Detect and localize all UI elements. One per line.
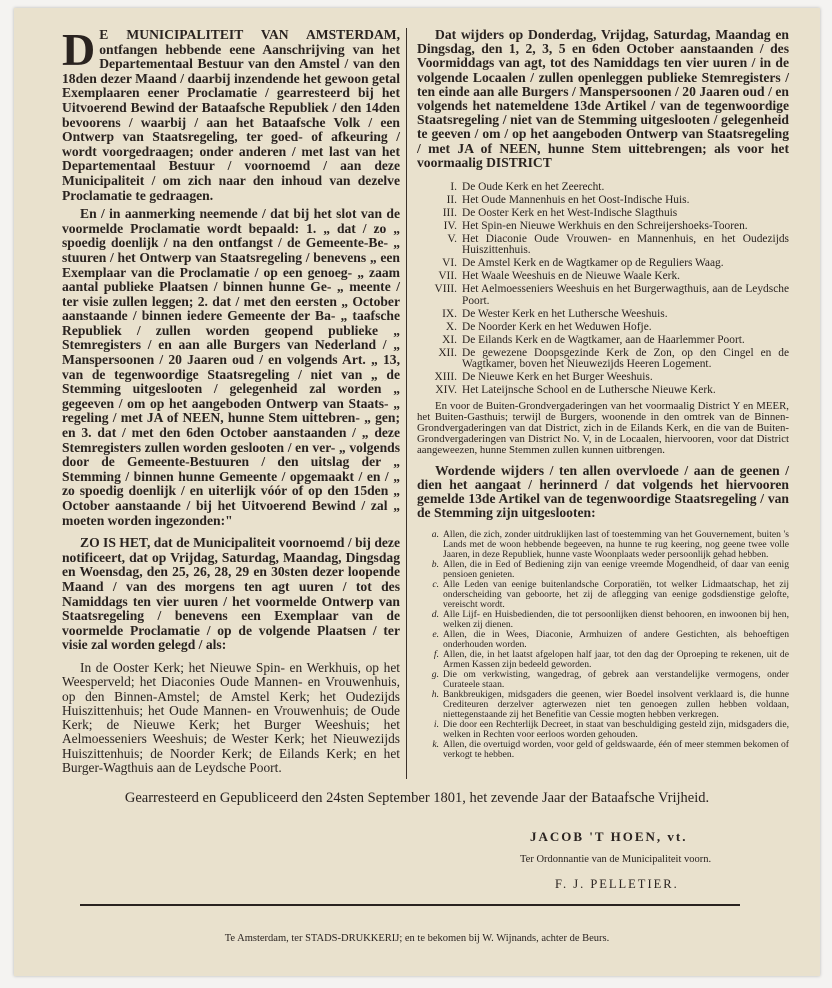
exclusion-item	[417, 670, 789, 690]
exclusion-item	[417, 690, 789, 720]
exclusion-text: Die door een Rechterlijk Decreet, in staat van beschuldiging gesteld zijn, midsgaders die, welken in Rechten voor eerloos worden gehouden.	[443, 719, 789, 741]
district-item	[417, 195, 789, 206]
exclusion-item	[417, 580, 789, 610]
signer-1: JACOB 'T HOEN, vt.	[530, 829, 688, 845]
district-location: De gewezene Doopsgezinde Kerk de Zon, op den Cingel en de Wagtkamer, boven het Nieuwezijds Heeren Logement.	[462, 346, 789, 371]
district-item	[417, 258, 789, 269]
exclusion-letter: k.	[432, 739, 439, 751]
district-item	[417, 271, 789, 282]
district-number: XIV.	[435, 384, 457, 397]
district-location: Het Spin-en Nieuwe Werkhuis en den Schreijershoeks-Tooren.	[462, 220, 748, 233]
exclusion-text: Die om verkwisting, wangedrag, of gebrek aan verstandelijke vermogens, onder Curateele staan.	[443, 669, 789, 691]
voting-paragraph: Dat wijders op Donderdag, Vrijdag, Saturdag, Maandag en Dingsdag, den 1, 2, 3, 5 en 6den October aanstaanden / des Voormiddags van agt, tot des Namiddags ten vier uuren / in de volgende Locaalen / zullen openleggen publieke Stemregisters / ten einde aan alle Burgers / Manspersoonen / 20 Jaaren oud / en volgends het natemeldene 13de Artikel / van de tegenwoordige Staatsregeling / niet van de Stemming uitgeslooten / gelegenheid te geeven / om / op het aangeboden Ontwerp van Staatsregeling / met JA of NEEN, hunne Stem uittebrengen; als voor het voormaalig DISTRICT	[417, 27, 789, 170]
exclusion-letter: h.	[431, 689, 439, 701]
exclusion-list	[417, 530, 789, 760]
exclusion-text: Allen, die in Eed of Bediening zijn van eenige vreemde Mogendheid, of daar van eenig pensioen genieten.	[443, 559, 789, 581]
notification-paragraph: ZO IS HET, dat de Municipaliteit voornoemd / bij deze notificeert, dat op Vrijdag, Saturdag, Maandag, Dingsdag en Woensdag, den 25, 26, 28, 29 en 30sten dezer loopende Maand / van des morgens ten agt uuren / tot des Namiddags ten vier uuren / het voormelde Ontwerp van Staatsregeling / benevens een Exemplaar van de voormelde Proclamatie / op de volgende Plaatsen / ter visie zal worden gelegd / als:	[62, 535, 400, 653]
district-number: VIII.	[434, 283, 457, 296]
exclusion-letter: b.	[431, 559, 439, 571]
exclusion-text: Allen, die in Wees, Diaconie, Armhuizen of andere Gestichten, als behoeftigen onderhouden worden.	[443, 629, 789, 651]
district-location: Het Waale Weeshuis en de Nieuwe Waale Kerk.	[462, 270, 681, 283]
exclusion-letter: g.	[431, 669, 439, 681]
district-location: Het Diaconie Oude Vrouwen- en Mannenhuis, en het Oudezijds Huiszittenhuis.	[462, 233, 789, 257]
intro-paragraph	[62, 24, 400, 203]
district-location: Het Oude Mannenhuis en het Oost-Indische Huis.	[462, 194, 690, 207]
exclusion-item	[417, 720, 789, 740]
exclusion-item	[417, 530, 789, 560]
exclusion-letter: a.	[431, 529, 439, 541]
exclusion-item	[417, 740, 789, 760]
exclusion-item	[417, 610, 789, 630]
district-number: IX.	[442, 307, 457, 320]
exclusion-letter: d.	[431, 609, 439, 621]
district-location: De Noorder Kerk en het Weduwen Hofje.	[462, 320, 652, 333]
footer-rule	[80, 904, 740, 906]
right-column	[417, 28, 789, 760]
exclusion-text: Allen, die zich, zonder uitdruklijken last of toestemming van het Gouvernement, buiten 's Lands met de woon hebbende begeeven, na hunne te rug keering, nog geene twee volle Jaaren, in deze Republiek, hunne vaste Woonplaats weder persoonlijk gehad hebben.	[443, 529, 789, 561]
exclusion-text: Allen, die overtuigd worden, voor geld of geldswaarde, één of meer stemmen bekomen of verkogt te hebben.	[443, 739, 789, 761]
exclusion-letter: c.	[432, 579, 439, 591]
district-list	[417, 182, 789, 397]
district-item	[417, 284, 789, 307]
exclusion-item	[417, 630, 789, 650]
district-location: De Eilands Kerk en de Wagtkamer, aan de Haarlemmer Poort.	[462, 333, 745, 346]
district-number: XIII.	[434, 371, 457, 384]
district-location: Het Lateijnsche School en de Luthersche Nieuwe Kerk.	[462, 384, 716, 397]
district-number: XII.	[438, 346, 457, 359]
district-number: I.	[450, 181, 457, 194]
district-item	[417, 221, 789, 232]
exclusion-letter: i.	[433, 719, 439, 731]
district-location: De Wester Kerk en het Luthersche Weeshuis.	[462, 307, 668, 320]
district-location: De Nieuwe Kerk en het Burger Weeshuis.	[462, 371, 653, 384]
district-item	[417, 385, 789, 396]
exclusion-letter: e.	[432, 629, 439, 641]
exclusion-text: Alle Leden van eenige buitenlandsche Corporatiën, tot welker Lidmaatschap, het zij onderscheiding van geboorte, het zij de aflegging van eenige godsdienstige gelofte, vereischt wordt.	[443, 579, 789, 611]
left-column	[62, 24, 407, 779]
intro-text: E MUNICIPALITEIT VAN AMSTERDAM, ontfangen hebbende eene Aanschrijving van het Departementaal Bestuur van den Amstel / van den 18den dezer Maand / daarbij inzendende het gewoon getal Exemplaaren eener Proclamatie / gearresteerd bij het Uitvoerend Bewind der Bataafsche Republiek / den 14den bevoorens / waarbij / aan het Bataafsche Volk / een Ontwerp van Staatsregeling, ter goed- of afkeuring / wordt voorgedraagen; onder anderen / met last van het Departementaal Bestuur / voornoemd / aan deze Municipaliteit / om zich naar den inhoud van dezelve Proclamatie te gedraagen.	[62, 27, 400, 203]
district-item	[417, 372, 789, 383]
district-location: De Oude Kerk en het Zeerecht.	[462, 181, 605, 194]
printer-imprint: Te Amsterdam, ter STADS-DRUKKERIJ; en te bekomen bij W. Wijnands, achter de Beurs.	[224, 932, 610, 944]
district-item	[417, 234, 789, 257]
district-number: VI.	[442, 257, 457, 270]
district-item	[417, 322, 789, 333]
district-location: De Amstel Kerk en de Wagtkamer op de Reguliers Waag.	[462, 257, 724, 270]
exclusion-letter: f.	[433, 649, 439, 661]
district-item	[417, 348, 789, 371]
exclusion-text: Allen, die, in het laatst afgelopen half jaar, tot den dag der Oproeping te rekenen, uit de Armen Kassen zijn bedeeld geworden.	[443, 649, 789, 671]
district-number: VII.	[438, 270, 457, 283]
locations-paragraph: In de Ooster Kerk; het Nieuwe Spin- en Werkhuis, op het Weesperveld; het Diaconies Oude Mannen- en Vrouwenhuis, op den Binnen-Amstel; de Amstel Kerk; het Oudezijds Huiszittenhuis; het Oude Mannen- en Vrouwenhuis; de Oude Kerk; de Nieuwe Kerk; het Burger Weeshuis; het Aelmoesseniers Weeshuis; de Wester Kerk; het Nieuwezijds Huiszittenhuis; de Noorder Kerk; de Eilands Kerk; en het Burger-Wagthuis aan de Leydsche Poort.	[62, 659, 400, 776]
district-location: De Ooster Kerk en het West-Indische Slagthuis	[462, 207, 678, 220]
document-sheet	[14, 8, 820, 976]
ordonnantie-line: Ter Ordonnantie van de Municipaliteit voorn.	[520, 854, 712, 866]
district-item	[417, 208, 789, 219]
district-number: II.	[446, 194, 457, 207]
date-line: Gearresteerd en Gepubliceerd den 24sten September 1801, het zevende Jaar der Bataafsche Vrijheid.	[124, 790, 710, 807]
district-item	[417, 182, 789, 193]
exclusion-item	[417, 560, 789, 580]
district-location: Het Aelmoesseniers Weeshuis en het Burgerwagthuis, aan de Leydsche Poort.	[462, 283, 789, 307]
closing-block	[14, 789, 820, 945]
district-number: III.	[442, 207, 457, 220]
exclusion-text: Alle Lijf- en Huisbedienden, die tot persoonlijken dienst behooren, en inwoonen bij hen, welken zij dienen.	[443, 609, 789, 631]
exclusion-intro-paragraph: Wordende wijders / ten allen overvloede / aan de geenen / dien het aangaat / herinnerd / dat volgends het hiervooren gemelde 13de Artikel van de tegenwoordige Staatsregeling / van de Stemming zijn uitgeslooten:	[417, 462, 789, 521]
district-number: V.	[447, 233, 457, 246]
district-number: X.	[445, 320, 457, 333]
district-number: XI.	[442, 333, 457, 346]
district-item	[417, 335, 789, 346]
exclusion-text: Bankbreukigen, midsgaders die geenen, wier Boedel insolvent verklaard is, die hunne Crediteuren derzelver agterwezen niet ten genoegen zullen hebben voldaan, niettegenstaande zij het Benefitie van Cessie mogten hebben verkregen.	[443, 689, 789, 721]
proclamation-quote-paragraph: En / in aanmerking neemende / dat bij het slot van de voormelde Proclamatie wordt bepaald: 1. „ dat / zo „ spoedig doenlijk / na den ontfangst / de Gemeente-Be- „ stuuren / het Ontwerp van Staatsregeling / benevens „ een Exemplaar van die Proclamatie / op een genoeg- „ zaam aantal publieke Plaatsen / binnen hunne Ge- „ meente / ter visie zullen leggen; 2. dat / met den eersten „ October aanstaande / binnen iedere Gemeente der Ba- „ taafsche Republiek / zullen worden geopend publieke „ Stemregisters / en aan alle Burgers van Nederland / „ Manspersoonen / 20 Jaaren oud / en volgends Art. „ 13, van de tegenwoordige Staatsregeling / niet van „ de Stemming uitgeslooten / gelegenheid zal worden „ gegeeven / om op het aangeboden Ontwerp van Staats- „ regeling / met JA of NEEN, hunne Stem uittebren- „ gen; en 3. dat / met den 6den October aanstaanden / „ deze Stemregisters zullen worden geslooten / en ver- „ volgends door de Gemeente-Bestuuren / den uitslag der „ Stemming / binnen hunne Gemeente / opgemaakt / en / „ zo spoedig doenlijk / en uiterlijk vóór of op den 15den „ October aanstaande / bij het Uitvoerend Bewind / zal „ moeten worden ingezonden:"	[62, 206, 400, 528]
two-column-body	[62, 24, 790, 779]
district-number: IV.	[443, 220, 457, 233]
drop-cap: D	[62, 24, 96, 75]
signer-2: F. J. PELLETIER.	[555, 877, 679, 892]
exclusion-item	[417, 650, 789, 670]
outer-districts-paragraph: En voor de Buiten-Grondvergaderingen van het voormaalig District Y en MEER, het Buiten-Gasthuis; terwijl de Burgers, woonende in den omtrek van de Binnen-Grondvergaderingen van dat District, zich in de Eilands Kerk, en die van de Buiten-Grondvergaderingen van District No. V, in de Locaalen, hiervooren, voor dat District aangeweezen, hunne Stemmen zullen kunnen uitbrengen.	[417, 399, 789, 456]
district-item	[417, 309, 789, 320]
